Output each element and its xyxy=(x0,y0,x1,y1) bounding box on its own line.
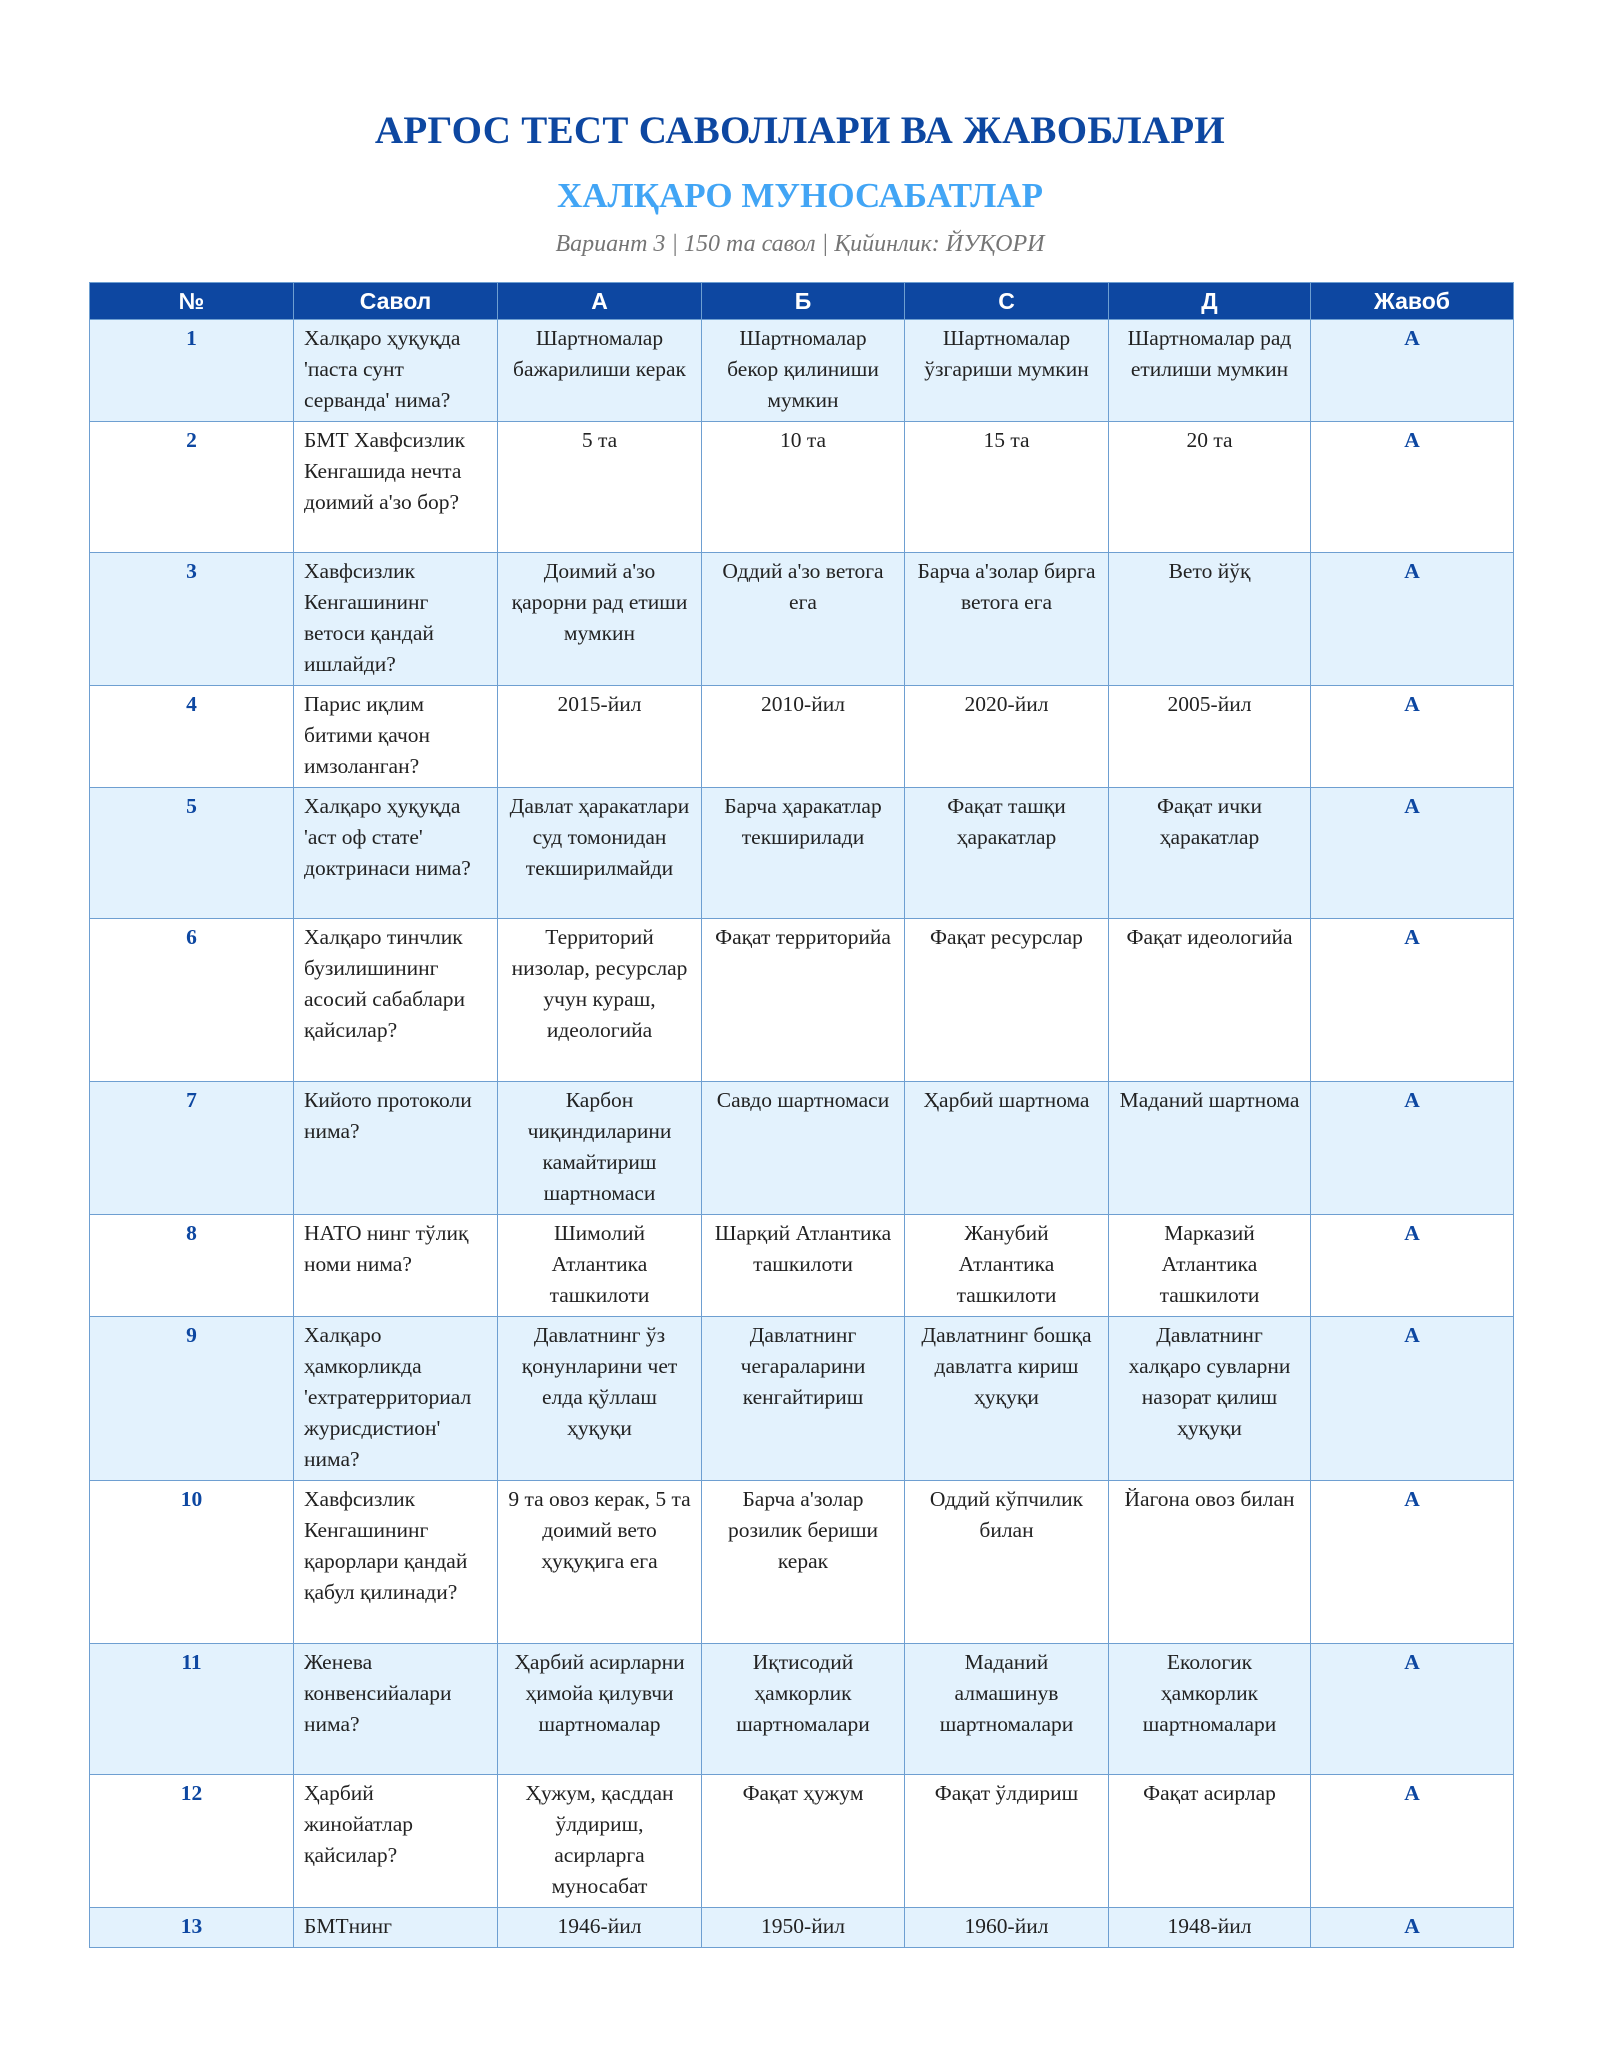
option-a: 5 та xyxy=(498,422,702,553)
option-c: Фақат ресурслар xyxy=(905,919,1109,1082)
option-d: Екологик ҳамкорлик шартномалари xyxy=(1109,1644,1311,1775)
question-number: 2 xyxy=(90,422,294,553)
question-number: 8 xyxy=(90,1215,294,1317)
answer: А xyxy=(1311,1215,1514,1317)
question-text: БМТнинг xyxy=(294,1908,498,1948)
table-row xyxy=(90,1317,1514,1481)
option-b: Давлатнинг чегараларини кенгайтириш xyxy=(702,1317,905,1481)
option-a: Карбон чиқиндиларини камайтириш шартномаси xyxy=(498,1082,702,1215)
col-header-number: № xyxy=(90,283,294,320)
option-c: Ҳарбий шартнома xyxy=(905,1082,1109,1215)
option-d: Маданий шартнома xyxy=(1109,1082,1311,1215)
answer: А xyxy=(1311,788,1514,919)
question-number: 11 xyxy=(90,1644,294,1775)
question-text: Хавфсизлик Кенгашининг ветоси қандай ишлайди? xyxy=(294,553,498,686)
option-c: 2020-йил xyxy=(905,686,1109,788)
option-b: 1950-йил xyxy=(702,1908,905,1948)
option-a: 1946-йил xyxy=(498,1908,702,1948)
option-c: Оддий кўпчилик билан xyxy=(905,1481,1109,1644)
answer: А xyxy=(1311,686,1514,788)
table-row xyxy=(90,422,1514,553)
answer: А xyxy=(1311,1908,1514,1948)
col-header-option-d: Д xyxy=(1109,283,1311,320)
questions-table xyxy=(89,282,1514,1948)
option-b: Савдо шартномаси xyxy=(702,1082,905,1215)
option-c: Маданий алмашинув шартномалари xyxy=(905,1644,1109,1775)
option-c: Фақат ўлдириш xyxy=(905,1775,1109,1908)
table-row xyxy=(90,1481,1514,1644)
question-text: НАТО нинг тўлиқ номи нима? xyxy=(294,1215,498,1317)
option-b: Барча а'золар розилик бериши керак xyxy=(702,1481,905,1644)
question-number: 12 xyxy=(90,1775,294,1908)
question-number: 4 xyxy=(90,686,294,788)
question-text: Халқаро ҳамкорликда 'ехтратерриториал журисдистион' нима? xyxy=(294,1317,498,1481)
answer: А xyxy=(1311,1317,1514,1481)
option-a: Шимолий Атлантика ташкилоти xyxy=(498,1215,702,1317)
question-number: 7 xyxy=(90,1082,294,1215)
option-a: Давлат ҳаракатлари суд томонидан текширилмайди xyxy=(498,788,702,919)
option-d: Вето йўқ xyxy=(1109,553,1311,686)
question-number: 13 xyxy=(90,1908,294,1948)
variant-info: Вариант 3 | 150 та савол | Қийинлик: ЙУҚОРИ xyxy=(555,231,1045,257)
option-b: Фақат территорийа xyxy=(702,919,905,1082)
col-header-option-a: А xyxy=(498,283,702,320)
question-text: Халқаро тинчлик бузилишининг асосий сабаблари қайсилар? xyxy=(294,919,498,1082)
option-d: Фақат ички ҳаракатлар xyxy=(1109,788,1311,919)
option-c: Шартномалар ўзгариши мумкин xyxy=(905,320,1109,422)
answer: А xyxy=(1311,553,1514,686)
question-text: Женева конвенсийалари нима? xyxy=(294,1644,498,1775)
table-header-row xyxy=(90,283,1514,320)
option-a: Ҳарбий асирларни ҳимойа қилувчи шартномалар xyxy=(498,1644,702,1775)
question-text: Хавфсизлик Кенгашининг қарорлари қандай қабул қилинади? xyxy=(294,1481,498,1644)
table-row xyxy=(90,320,1514,422)
question-text: БМТ Хавфсизлик Кенгашида нечта доимий а'зо бор? xyxy=(294,422,498,553)
table-row xyxy=(90,553,1514,686)
col-header-question: Савол xyxy=(294,283,498,320)
answer: А xyxy=(1311,422,1514,553)
option-d: 20 та xyxy=(1109,422,1311,553)
answer: А xyxy=(1311,1775,1514,1908)
answer: А xyxy=(1311,1082,1514,1215)
answer: А xyxy=(1311,320,1514,422)
option-b: 10 та xyxy=(702,422,905,553)
option-b: Шарқий Атлантика ташкилоти xyxy=(702,1215,905,1317)
option-b: Фақат ҳужум xyxy=(702,1775,905,1908)
question-number: 9 xyxy=(90,1317,294,1481)
answer: А xyxy=(1311,1481,1514,1644)
table-row xyxy=(90,1215,1514,1317)
option-d: Фақат идеологийа xyxy=(1109,919,1311,1082)
option-c: 15 та xyxy=(905,422,1109,553)
option-a: Давлатнинг ўз қонунларини чет елда қўллаш ҳуқуқи xyxy=(498,1317,702,1481)
table-row xyxy=(90,1908,1514,1948)
option-d: Йагона овоз билан xyxy=(1109,1481,1311,1644)
option-a: 9 та овоз керак, 5 та доимий вето ҳуқуқига ега xyxy=(498,1481,702,1644)
question-text: Кийото протоколи нима? xyxy=(294,1082,498,1215)
option-b: 2010-йил xyxy=(702,686,905,788)
page-title: АРГОС ТЕСТ САВОЛЛАРИ ВА ЖАВОБЛАРИ xyxy=(374,109,1226,152)
question-text: Ҳарбий жинойатлар қайсилар? xyxy=(294,1775,498,1908)
option-a: Шартномалар бажарилиши керак xyxy=(498,320,702,422)
option-a: Ҳужум, қасддан ўлдириш, асирларга муносабат xyxy=(498,1775,702,1908)
option-a: Территорий низолар, ресурслар учун кураш, идеологийа xyxy=(498,919,702,1082)
question-number: 1 xyxy=(90,320,294,422)
table-row xyxy=(90,1644,1514,1775)
question-text: Халқаро ҳуқуқда 'аст оф стате' доктринаси нима? xyxy=(294,788,498,919)
question-number: 10 xyxy=(90,1481,294,1644)
option-c: Барча а'золар бирга ветога ега xyxy=(905,553,1109,686)
question-number: 6 xyxy=(90,919,294,1082)
answer: А xyxy=(1311,1644,1514,1775)
col-header-option-c: С xyxy=(905,283,1109,320)
col-header-option-b: Б xyxy=(702,283,905,320)
option-c: Жанубий Атлантика ташкилоти xyxy=(905,1215,1109,1317)
table-row xyxy=(90,1082,1514,1215)
option-b: Шартномалар бекор қилиниши мумкин xyxy=(702,320,905,422)
page-subtitle: ХАЛҚАРО МУНОСАБАТЛАР xyxy=(556,176,1044,215)
option-c: 1960-йил xyxy=(905,1908,1109,1948)
option-d: 2005-йил xyxy=(1109,686,1311,788)
option-a: Доимий а'зо қарорни рад етиши мумкин xyxy=(498,553,702,686)
question-text: Халқаро ҳуқуқда 'паста сунт серванда' нима? xyxy=(294,320,498,422)
option-d: Шартномалар рад етилиши мумкин xyxy=(1109,320,1311,422)
option-d: Марказий Атлантика ташкилоти xyxy=(1109,1215,1311,1317)
col-header-answer: Жавоб xyxy=(1311,283,1514,320)
table-row xyxy=(90,919,1514,1082)
option-b: Оддий а'зо ветога ега xyxy=(702,553,905,686)
option-d: Давлатнинг халқаро сувларни назорат қилиш ҳуқуқи xyxy=(1109,1317,1311,1481)
option-c: Фақат ташқи ҳаракатлар xyxy=(905,788,1109,919)
option-a: 2015-йил xyxy=(498,686,702,788)
option-b: Иқтисодий ҳамкорлик шартномалари xyxy=(702,1644,905,1775)
answer: А xyxy=(1311,919,1514,1082)
table-row xyxy=(90,686,1514,788)
option-d: 1948-йил xyxy=(1109,1908,1311,1948)
question-text: Парис иқлим битими қачон имзоланган? xyxy=(294,686,498,788)
table-row xyxy=(90,788,1514,919)
question-number: 3 xyxy=(90,553,294,686)
option-b: Барча ҳаракатлар текширилади xyxy=(702,788,905,919)
table-row xyxy=(90,1775,1514,1908)
option-c: Давлатнинг бошқа давлатга кириш ҳуқуқи xyxy=(905,1317,1109,1481)
question-number: 5 xyxy=(90,788,294,919)
option-d: Фақат асирлар xyxy=(1109,1775,1311,1908)
